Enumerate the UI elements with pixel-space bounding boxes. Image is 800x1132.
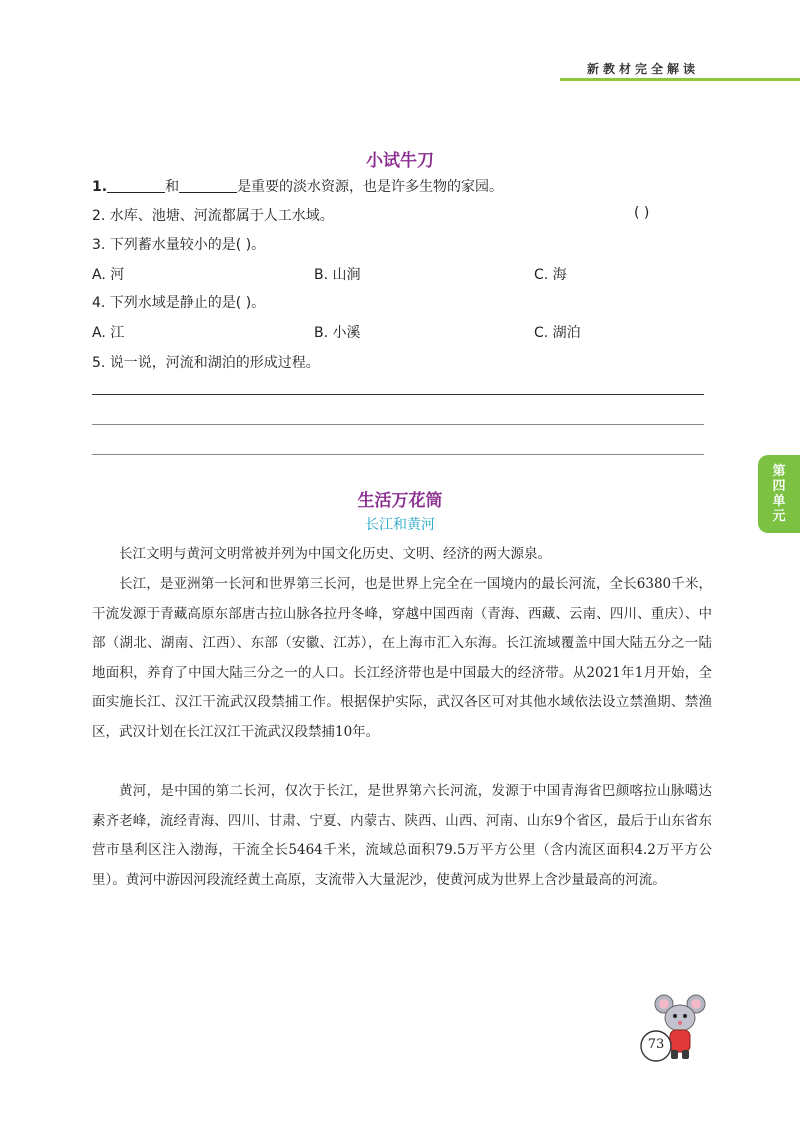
paragraph-intro: 长江文明与黄河文明常被并列为中国文化历史、文明、经济的两大源泉。 xyxy=(119,546,551,562)
q4-option-a[interactable]: A. 江 xyxy=(92,325,125,341)
q1-rest: 是重要的淡水资源，也是许多生物的家园。 xyxy=(237,179,504,195)
reading-subtitle: 长江和黄河 xyxy=(365,517,435,533)
q4-option-b[interactable]: B. 小溪 xyxy=(314,325,361,341)
q1-blank-2[interactable] xyxy=(179,178,237,193)
q3-option-c[interactable]: C. 海 xyxy=(534,267,567,283)
q1-and: 和 xyxy=(165,179,180,195)
q3-option-a[interactable]: A. 河 xyxy=(92,267,125,283)
header-title: 新教材完全解读 xyxy=(587,62,700,76)
paragraph-changjiang: 长江，是亚洲第一长河和世界第三长河，也是世界上完全在一国境内的最长河流，全长6380千米，干流发源于青藏高原东部唐古拉山脉各拉丹冬峰，穿越中国西南（青海、西藏、云南、四川、重庆）、中部（湖北、湖南、江西）、东部（安徽、江苏），在上海市汇入东海。长江流域覆盖中国大陆五分之一陆地面积，养育了中国大陆三分之一的人口。长江经济带也是中国最大的经济带。从2021年1月开始，全面实施长江、汉江干流武汉段禁捕工作。根据保护实际，武汉各区可对其他水域依法设立禁渔期、禁渔区，武汉计划在长江汉江干流武汉段禁捕10年。 xyxy=(92,576,712,740)
header-divider xyxy=(560,78,800,81)
practice-title: 小试牛刀 xyxy=(366,151,434,171)
q1-blank-1[interactable] xyxy=(107,178,165,193)
question-1 xyxy=(92,176,503,196)
unit-tab-label: 第四单元 xyxy=(772,464,786,524)
answer-line-3[interactable] xyxy=(92,454,704,455)
question-5: 5. 说一说，河流和湖泊的形成过程。 xyxy=(92,355,320,371)
paragraph-huanghe: 黄河，是中国的第二长河，仅次于长江，是世界第六长河流，发源于中国青海省巴颜喀拉山脉噶达素齐老峰，流经青海、四川、甘肃、宁夏、内蒙古、陕西、山西、河南、山东9个省区，最后于山东省东营市垦利区注入渤海，干流全长5464千米，流域总面积79.5万平方公里（含内流区面积4.2万平方公里）。黄河中游因河段流经黄土高原，支流带入大量泥沙，使黄河成为世界上含沙量最高的河流。 xyxy=(92,783,712,888)
reading-title: 生活万花筒 xyxy=(357,491,443,511)
mouse-mascot-icon xyxy=(638,992,718,1064)
question-2: 2. 水库、池塘、河流都属于人工水域。 xyxy=(92,208,334,224)
page-number: 73 xyxy=(647,1037,665,1052)
question-3: 3. 下列蓄水量较小的是( )。 xyxy=(92,237,266,253)
q3-option-b[interactable]: B. 山涧 xyxy=(314,267,361,283)
q4-option-c[interactable]: C. 湖泊 xyxy=(534,325,581,341)
answer-line-1[interactable] xyxy=(92,394,704,395)
q2-answer-paren[interactable]: ( ) xyxy=(634,205,650,221)
answer-line-2[interactable] xyxy=(92,424,704,425)
question-4: 4. 下列水域是静止的是( )。 xyxy=(92,295,266,311)
q1-number: 1. xyxy=(92,179,108,195)
